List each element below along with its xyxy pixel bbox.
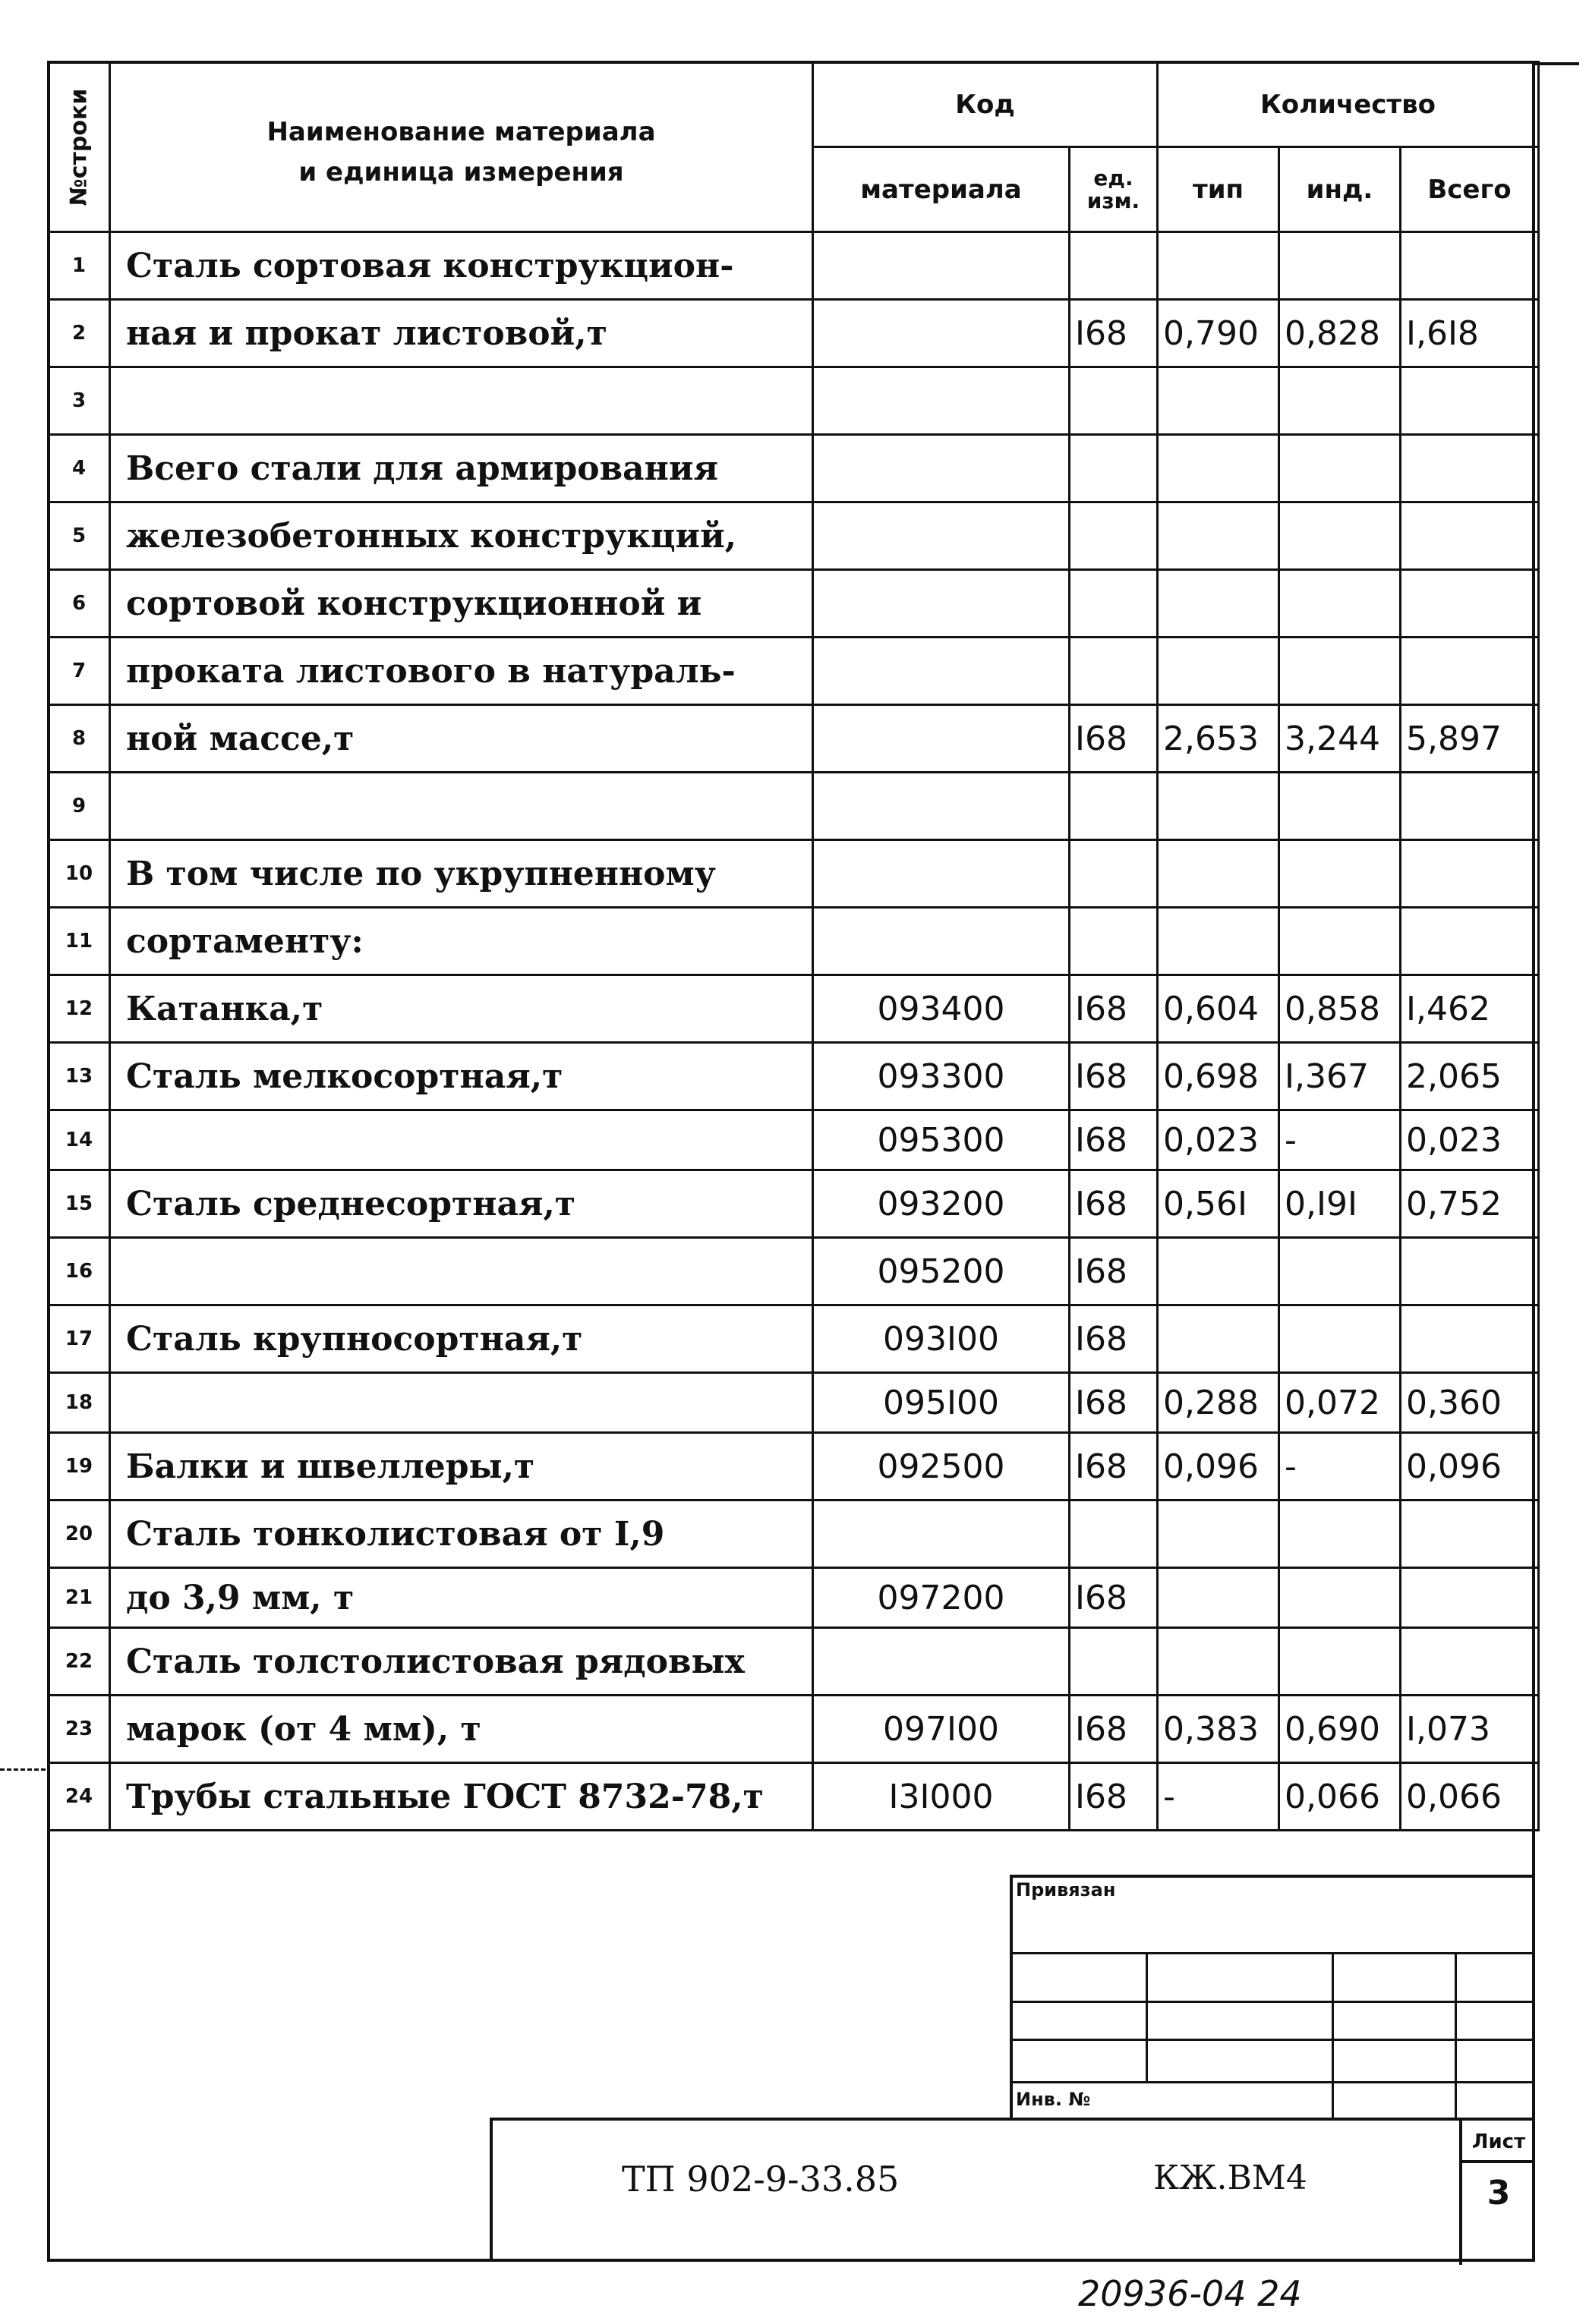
row-number-cell: 15: [49, 1170, 110, 1238]
qty-type-cell: 0,604: [1158, 975, 1279, 1043]
row-number-cell: 14: [49, 1110, 110, 1170]
qty-ind-cell: [1279, 1305, 1401, 1373]
row-number-cell: 23: [49, 1696, 110, 1763]
qty-total-cell: [1401, 367, 1539, 435]
table-row: [49, 570, 1539, 638]
material-code-cell: 092500: [813, 1433, 1070, 1501]
qty-total-cell: 0,023: [1401, 1110, 1539, 1170]
stamp-divider: [1146, 1952, 1148, 2081]
qty-ind-cell: [1279, 435, 1401, 502]
binding-stamp: [1010, 1875, 1535, 2118]
row-number-cell: 22: [49, 1628, 110, 1696]
qty-total-cell: I,073: [1401, 1696, 1539, 1763]
unit-code-cell: I68: [1070, 1238, 1158, 1305]
sheet-number: 3: [1487, 2174, 1511, 2212]
material-code-cell: 097200: [813, 1568, 1070, 1628]
material-code-cell: [813, 300, 1070, 367]
unit-code-cell: I68: [1070, 300, 1158, 367]
header-row-number: №строки: [49, 62, 110, 232]
qty-total-cell: I,462: [1401, 975, 1539, 1043]
qty-type-cell: 0,383: [1158, 1696, 1279, 1763]
row-number-cell: 1: [49, 232, 110, 300]
material-name-cell: Сталь мелкосортная,т: [110, 1043, 813, 1110]
qty-total-cell: [1401, 1628, 1539, 1696]
unit-code-cell: [1070, 1628, 1158, 1696]
header-unit: ед. изм.: [1070, 147, 1158, 232]
qty-total-cell: [1401, 908, 1539, 975]
qty-ind-cell: [1279, 1568, 1401, 1628]
unit-code-cell: I68: [1070, 1305, 1158, 1373]
row-number-cell: 6: [49, 570, 110, 638]
qty-total-cell: [1401, 570, 1539, 638]
table-row: [49, 1110, 1539, 1170]
material-name-cell: [110, 367, 813, 435]
qty-ind-cell: 0,828: [1279, 300, 1401, 367]
qty-ind-cell: [1279, 502, 1401, 570]
sheet-box: [1459, 2121, 1535, 2265]
material-name-cell: сортаменту:: [110, 908, 813, 975]
unit-code-cell: [1070, 367, 1158, 435]
row-number-cell: 2: [49, 300, 110, 367]
unit-code-cell: [1070, 773, 1158, 840]
materials-table: [47, 61, 1540, 1831]
unit-code-cell: I68: [1070, 1043, 1158, 1110]
table-row: [49, 435, 1539, 502]
qty-total-cell: 0,066: [1401, 1763, 1539, 1831]
row-number-cell: 13: [49, 1043, 110, 1110]
qty-type-cell: [1158, 1568, 1279, 1628]
table-row: [49, 1696, 1539, 1763]
material-name-cell: до 3,9 мм, т: [110, 1568, 813, 1628]
material-name-cell: Сталь крупносортная,т: [110, 1305, 813, 1373]
table-row: [49, 1501, 1539, 1568]
stamp-divider: [1455, 1952, 1457, 2121]
material-code-cell: 097I00: [813, 1696, 1070, 1763]
unit-code-cell: [1070, 638, 1158, 705]
header-code-group: Код: [813, 62, 1158, 147]
qty-type-cell: 0,288: [1158, 1373, 1279, 1433]
unit-code-cell: I68: [1070, 1373, 1158, 1433]
header-qty-total: Всего: [1401, 147, 1539, 232]
unit-code-cell: I68: [1070, 1170, 1158, 1238]
table-row: [49, 705, 1539, 773]
table-row: [49, 975, 1539, 1043]
material-code-cell: [813, 638, 1070, 705]
material-name-cell: проката листового в натураль-: [110, 638, 813, 705]
row-number-cell: 17: [49, 1305, 110, 1373]
header-name-line-1: Наименование материала: [266, 116, 656, 147]
title-block: [490, 2118, 1535, 2262]
qty-ind-cell: [1279, 367, 1401, 435]
qty-ind-cell: 0,066: [1279, 1763, 1401, 1831]
qty-type-cell: 2,653: [1158, 705, 1279, 773]
qty-ind-cell: [1279, 1501, 1401, 1568]
unit-code-cell: [1070, 502, 1158, 570]
header-qty-type: тип: [1158, 147, 1279, 232]
qty-total-cell: 5,897: [1401, 705, 1539, 773]
material-code-cell: [813, 705, 1070, 773]
cut-mark: [0, 1768, 46, 1771]
qty-type-cell: [1158, 435, 1279, 502]
row-number-cell: 9: [49, 773, 110, 840]
row-number-cell: 3: [49, 367, 110, 435]
material-name-cell: ной массе,т: [110, 705, 813, 773]
unit-code-cell: I68: [1070, 1433, 1158, 1501]
qty-ind-cell: -: [1279, 1433, 1401, 1501]
qty-type-cell: [1158, 638, 1279, 705]
qty-total-cell: 0,360: [1401, 1373, 1539, 1433]
qty-type-cell: [1158, 840, 1279, 908]
header-name-line-2: и единица измерения: [298, 156, 624, 187]
material-code-cell: [813, 908, 1070, 975]
material-name-cell: железобетонных конструкций,: [110, 502, 813, 570]
row-number-cell: 24: [49, 1763, 110, 1831]
material-name-cell: В том числе по укрупненному: [110, 840, 813, 908]
material-code-cell: [813, 773, 1070, 840]
material-code-cell: 095300: [813, 1110, 1070, 1170]
qty-ind-cell: [1279, 840, 1401, 908]
archive-number: 20936-04 24: [1078, 2273, 1302, 2314]
material-name-cell: Катанка,т: [110, 975, 813, 1043]
qty-type-cell: 0,096: [1158, 1433, 1279, 1501]
material-name-cell: марок (от 4 мм), т: [110, 1696, 813, 1763]
stamp-inventory-label: Инв. №: [1016, 2089, 1091, 2110]
unit-code-cell: [1070, 840, 1158, 908]
material-code-cell: 095200: [813, 1238, 1070, 1305]
material-name-cell: Балки и швеллеры,т: [110, 1433, 813, 1501]
qty-total-cell: 0,096: [1401, 1433, 1539, 1501]
material-code-cell: [813, 840, 1070, 908]
qty-total-cell: [1401, 502, 1539, 570]
row-number-cell: 8: [49, 705, 110, 773]
material-code-cell: [813, 232, 1070, 300]
qty-ind-cell: -: [1279, 1110, 1401, 1170]
qty-total-cell: [1401, 1568, 1539, 1628]
table-row: [49, 908, 1539, 975]
table-row: [49, 1568, 1539, 1628]
table-row: [49, 300, 1539, 367]
row-number-cell: 7: [49, 638, 110, 705]
qty-type-cell: [1158, 367, 1279, 435]
material-name-cell: [110, 773, 813, 840]
qty-type-cell: [1158, 502, 1279, 570]
qty-ind-cell: [1279, 773, 1401, 840]
row-number-cell: 5: [49, 502, 110, 570]
material-name-cell: [110, 1373, 813, 1433]
qty-ind-cell: [1279, 232, 1401, 300]
row-number-cell: 11: [49, 908, 110, 975]
material-code-cell: 093300: [813, 1043, 1070, 1110]
qty-ind-cell: I,367: [1279, 1043, 1401, 1110]
unit-code-cell: [1070, 435, 1158, 502]
table-row: [49, 1433, 1539, 1501]
qty-total-cell: [1401, 840, 1539, 908]
unit-code-cell: I68: [1070, 1568, 1158, 1628]
table-row: [49, 232, 1539, 300]
unit-code-cell: I68: [1070, 705, 1158, 773]
unit-code-cell: I68: [1070, 975, 1158, 1043]
qty-type-cell: [1158, 232, 1279, 300]
material-name-cell: Сталь толстолистовая рядовых: [110, 1628, 813, 1696]
material-name-cell: Трубы стальные ГОСТ 8732-78,т: [110, 1763, 813, 1831]
qty-ind-cell: [1279, 638, 1401, 705]
row-number-cell: 20: [49, 1501, 110, 1568]
table-row: [49, 773, 1539, 840]
table-row: [49, 638, 1539, 705]
qty-type-cell: [1158, 1238, 1279, 1305]
unit-code-cell: I68: [1070, 1110, 1158, 1170]
qty-type-cell: [1158, 1305, 1279, 1373]
qty-type-cell: [1158, 908, 1279, 975]
material-code-cell: 093200: [813, 1170, 1070, 1238]
row-number-cell: 21: [49, 1568, 110, 1628]
row-number-cell: 16: [49, 1238, 110, 1305]
document-mark: КЖ.ВМ4: [1153, 2159, 1307, 2197]
material-code-cell: [813, 1501, 1070, 1568]
material-code-cell: [813, 502, 1070, 570]
qty-type-cell: -: [1158, 1763, 1279, 1831]
table-row: [49, 1763, 1539, 1831]
material-name-cell: Сталь сортовая конструкцион-: [110, 232, 813, 300]
material-code-cell: 093I00: [813, 1305, 1070, 1373]
header-material-name: [110, 62, 813, 232]
row-number-cell: 18: [49, 1373, 110, 1433]
qty-total-cell: [1401, 1238, 1539, 1305]
material-name-cell: сортовой конструкционной и: [110, 570, 813, 638]
row-number-cell: 19: [49, 1433, 110, 1501]
qty-ind-cell: 0,690: [1279, 1696, 1401, 1763]
qty-total-cell: 0,752: [1401, 1170, 1539, 1238]
table-row: [49, 1628, 1539, 1696]
qty-total-cell: [1401, 638, 1539, 705]
qty-ind-cell: 0,858: [1279, 975, 1401, 1043]
unit-code-cell: [1070, 908, 1158, 975]
material-code-cell: [813, 570, 1070, 638]
row-number-cell: 10: [49, 840, 110, 908]
table-row: [49, 1170, 1539, 1238]
header-quantity-group: Количество: [1158, 62, 1539, 147]
qty-type-cell: [1158, 1628, 1279, 1696]
material-code-cell: [813, 1628, 1070, 1696]
table-row: [49, 1373, 1539, 1433]
material-name-cell: Сталь тонколистовая от I,9: [110, 1501, 813, 1568]
qty-total-cell: [1401, 773, 1539, 840]
qty-total-cell: [1401, 1305, 1539, 1373]
table-row: [49, 840, 1539, 908]
material-code-cell: [813, 367, 1070, 435]
table-row: [49, 367, 1539, 435]
table-row: [49, 502, 1539, 570]
qty-total-cell: [1401, 1501, 1539, 1568]
material-code-cell: 095I00: [813, 1373, 1070, 1433]
material-name-cell: Сталь среднесортная,т: [110, 1170, 813, 1238]
stamp-bound-label: Привязан: [1016, 1879, 1116, 1900]
row-number-cell: 4: [49, 435, 110, 502]
qty-ind-cell: 3,244: [1279, 705, 1401, 773]
qty-type-cell: [1158, 1501, 1279, 1568]
qty-type-cell: [1158, 570, 1279, 638]
table-row: [49, 1305, 1539, 1373]
qty-ind-cell: 0,072: [1279, 1373, 1401, 1433]
material-name-cell: ная и прокат листовой,т: [110, 300, 813, 367]
header-qty-ind: инд.: [1279, 147, 1401, 232]
qty-ind-cell: [1279, 1238, 1401, 1305]
unit-code-cell: [1070, 570, 1158, 638]
qty-total-cell: I,6I8: [1401, 300, 1539, 367]
qty-total-cell: 2,065: [1401, 1043, 1539, 1110]
material-name-cell: [110, 1238, 813, 1305]
qty-type-cell: 0,56I: [1158, 1170, 1279, 1238]
material-code-cell: I3I000: [813, 1763, 1070, 1831]
qty-type-cell: 0,023: [1158, 1110, 1279, 1170]
material-code-cell: [813, 435, 1070, 502]
material-name-cell: Всего стали для армирования: [110, 435, 813, 502]
frame-extension-line: [1534, 62, 1579, 65]
material-name-cell: [110, 1110, 813, 1170]
unit-code-cell: [1070, 1501, 1158, 1568]
qty-ind-cell: [1279, 1628, 1401, 1696]
qty-total-cell: [1401, 232, 1539, 300]
unit-code-cell: [1070, 232, 1158, 300]
stamp-divider: [1332, 1952, 1334, 2121]
qty-type-cell: [1158, 773, 1279, 840]
sheet-label: Лист: [1462, 2121, 1535, 2163]
qty-type-cell: 0,790: [1158, 300, 1279, 367]
qty-ind-cell: [1279, 570, 1401, 638]
qty-total-cell: [1401, 435, 1539, 502]
unit-code-cell: I68: [1070, 1696, 1158, 1763]
table-row: [49, 1238, 1539, 1305]
document-code: ТП 902-9-33.85: [622, 2159, 900, 2200]
qty-ind-cell: [1279, 908, 1401, 975]
row-number-cell: 12: [49, 975, 110, 1043]
unit-code-cell: I68: [1070, 1763, 1158, 1831]
qty-type-cell: 0,698: [1158, 1043, 1279, 1110]
table-row: [49, 1043, 1539, 1110]
header-code-material: материала: [813, 147, 1070, 232]
material-code-cell: 093400: [813, 975, 1070, 1043]
qty-ind-cell: 0,I9I: [1279, 1170, 1401, 1238]
